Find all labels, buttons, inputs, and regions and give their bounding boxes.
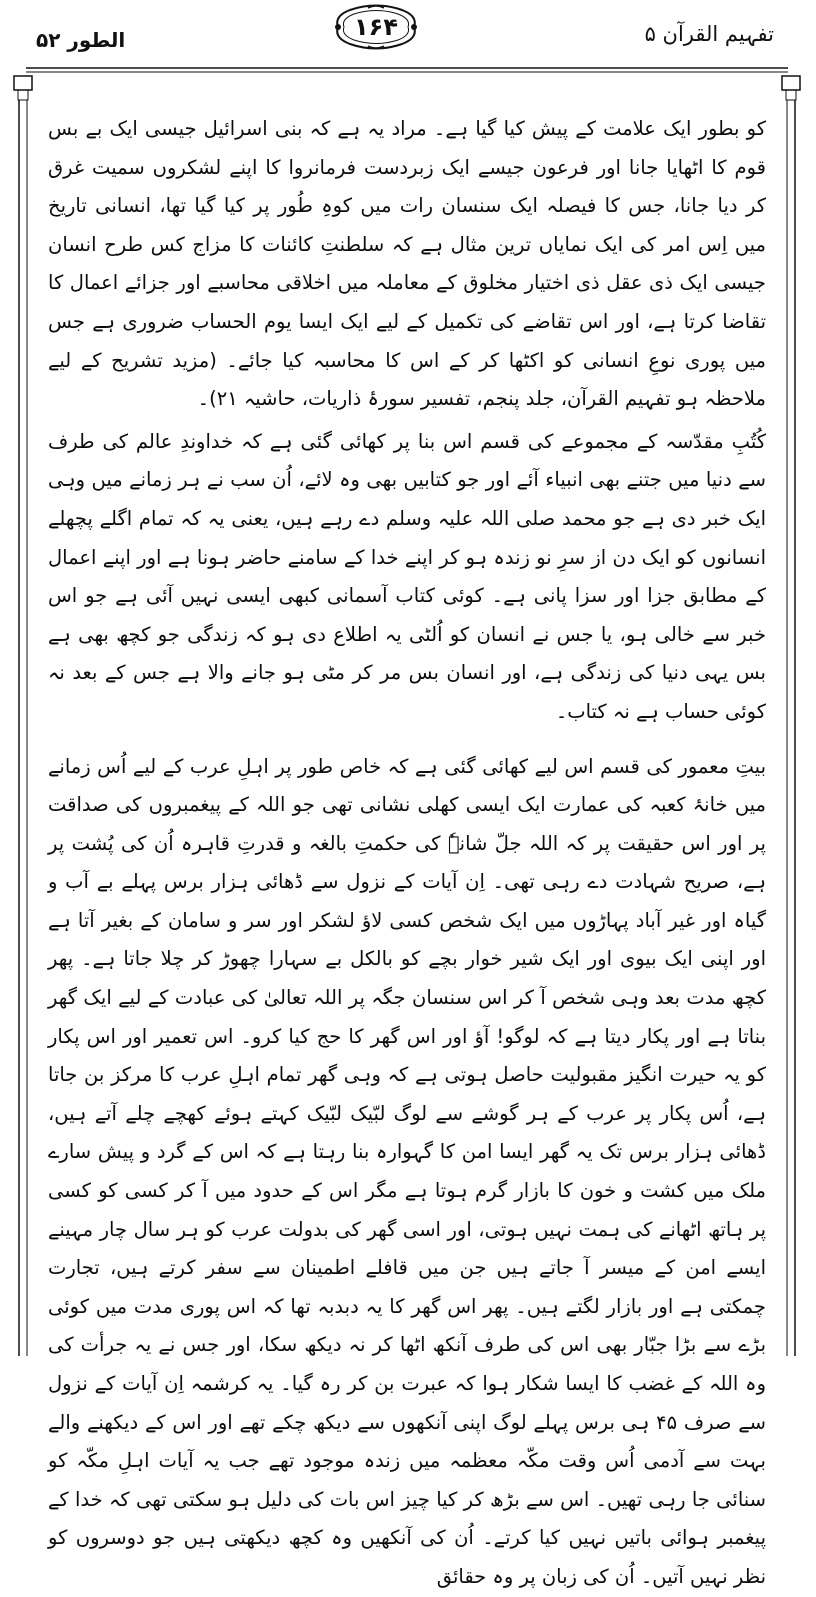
paragraph-3: بیتِ معمور کی قسم اس لیے کھائی گئی ہے کہ خاص طور پر اہلِ عرب کے لیے اُس زمانے میں خانۂ کعبہ کی عمارت ایک ایسی کھلی نشانی تھی جو اللہ کے پیغمبروں کی صداقت پر اور اس حقیقت پر کہ اللہ جلّ شانہٗ کی حکمتِ بالغہ و قدرتِ قاہرہ اُن کی پُشت پر ہے، صریح شہادت دے رہی تھی۔ اِن آیات کے نزول سے ڈھائی ہزار برس پہلے بے آب و گیاہ اور غیر آباد پہاڑوں میں ایک شخص کسی لاؤ لشکر اور سر و سامان کے بغیر آتا ہے اور اپنی ایک بیوی اور ایک شیر خوار بچے کو بالکل بے سہارا چھوڑ کر چلا جاتا ہے۔ پھر کچھ مدت بعد وہی شخص آ کر اس سنسان جگہ پر اللہ تعالیٰ کی عبادت کے لیے ایک گھر بناتا ہے اور پکار دیتا ہے کہ لوگو! آؤ اور اس گھر کا حج کیا کرو۔ اس تعمیر اور اس پکار کو یہ حیرت انگیز مقبولیت حاصل ہوتی ہے کہ وہی گھر تمام اہلِ عرب کا مرکز بن جاتا ہے، اُس پکار پر عرب کے ہر گوشے سے لوگ لبّیک لبّیک کہتے ہوئے کھچے چلے آتے ہیں، ڈھائی ہزار برس تک یہ گھر ایسا امن کا گہوارہ بنا رہتا ہے کہ اس کے گرد و پیش سارے ملک میں کشت و خون کا بازار گرم ہوتا ہے مگر اس کے حدود میں آ کر کسی کو کسی پر ہاتھ اٹھانے کی ہمت نہیں ہوتی، اور اسی گھر کی بدولت عرب کو ہر سال چار مہینے ایسے امن کے میسر آ جاتے ہیں جن میں قافلے اطمینان سے سفر کرتے ہیں، تجارت چمکتی ہے اور بازار لگتے ہیں۔ پھر اس گھر کا یہ دبدبہ تھا کہ اس پوری مدت میں کوئی بڑے سے بڑا جبّار بھی اس کی طرف آنکھ اٹھا کر نہ دیکھ سکا، اور جس نے یہ جرأت کی وہ اللہ کے غضب کا ایسا شکار ہوا کہ عبرت بن کر رہ گیا۔ یہ کرشمہ اِن آیات کے نزول سے صرف ۴۵ ہی برس پہلے لوگ اپنی آنکھوں سے دیکھ چکے تھے اور اس کے دیکھنے والے بہت سے آدمی اُس وقت مکّہ معظمہ میں زندہ موجود تھے جب یہ آیات اہلِ مکّہ کو سنائی جا رہی تھیں۔ اس سے بڑھ کر کیا چیز اس بات کی دلیل ہو سکتی تھی کہ خدا کے پیغمبر ہوائی باتیں نہیں کیا کرتے۔ اُن کی آنکھیں وہ کچھ دیکھتی ہیں جو دوسروں کو نظر نہیں آتیں۔ اُن کی زبان پر وہ حقائق xyxy=(48,754,766,1588)
paragraph-2: کُتُبِ مقدّسہ کے مجموعے کی قسم اس بنا پر کھائی گئی ہے کہ خداوندِ عالم کی طرف سے دنیا میں جتنے بھی انبیاء آئے اور جو کتابیں بھی وہ لائے، اُن سب نے ہر زمانے میں وہی ایک خبر دی ہے جو محمد صلی اللہ علیہ وسلم دے رہے ہیں، یعنی یہ کہ تمام اگلے پچھلے انسانوں کو ایک دن از سرِ نو زندہ ہو کر اپنے خدا کے سامنے حاضر ہونا ہے اور اپنے اعمال کے مطابق جزا اور سزا پانی ہے۔ کوئی کتاب آسمانی کبھی ایسی نہیں آئی ہے جو اس خبر سے خالی ہو، یا جس نے انسان کو اُلٹی یہ اطلاع دی ہو کہ زندگی جو کچھ بھی ہے بس یہی دنیا کی زندگی ہے، اور انسان بس مر کر مٹی ہو جانے والا ہے جس کے بعد نہ کوئی حساب ہے نہ کتاب۔ xyxy=(48,429,766,723)
page-number-ornament xyxy=(328,4,424,50)
commentary-text xyxy=(48,66,766,1597)
page-header xyxy=(0,0,816,66)
page-number: ۱۶۴ xyxy=(354,13,398,41)
text-frame xyxy=(12,66,802,1588)
surah-reference: الطور ۵۲ xyxy=(36,28,126,52)
paragraph-1: کو بطور ایک علامت کے پیش کیا گیا ہے۔ مراد یہ ہے کہ بنی اسرائیل جیسی ایک بے بس قوم کا اٹھایا جانا اور فرعون جیسے ایک زبردست فرمانروا کا اپنے لشکروں سمیت غرق کر دیا جانا، جس کا فیصلہ ایک سنسان رات میں کوہِ طُور پر کیا گیا تھا، انسانی تاریخ میں اِس امر کی ایک نمایاں ترین مثال ہے کہ سلطنتِ کائنات کا مزاج کس طرح انسان جیسی ایک ذی عقل ذی اختیار مخلوق کے معاملہ میں اخلاقی محاسبے اور جزائے اعمال کا تقاضا کرتا ہے، اور اس تقاضے کی تکمیل کے لیے ایک ایسا یوم الحساب ضروری ہے جس میں پوری نوعِ انسانی کو اکٹھا کر کے اس کا محاسبہ کیا جائے۔ (مزید تشریح کے لیے ملاحظہ ہو تفہیم القرآن، جلد پنجم، تفسیر سورۂ ذاریات، حاشیہ ۲۱)۔ xyxy=(48,117,766,411)
book-title: تفہیم القرآن ۵ xyxy=(644,22,774,46)
